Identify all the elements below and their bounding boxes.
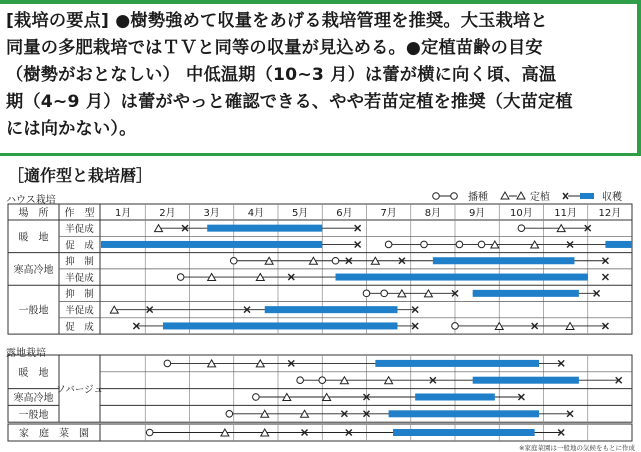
legend-plant-triangle <box>517 192 525 199</box>
sow-mark <box>456 241 463 248</box>
legend-plant-triangle <box>501 192 509 199</box>
type-label: 半促成 <box>65 272 94 284</box>
sow-mark <box>230 257 237 264</box>
sow-mark <box>363 290 370 297</box>
place-label: 寒高冷地 <box>13 264 54 276</box>
header-month: 5月 <box>291 208 309 219</box>
legend-harvest-x <box>563 193 568 199</box>
header-month: 3月 <box>203 208 220 219</box>
header-place: 場 所 <box>18 208 49 219</box>
place-label: 寒高冷地 <box>13 393 54 404</box>
sow-mark <box>319 377 326 384</box>
header-month: 10月 <box>510 208 533 219</box>
harvest-bar <box>163 322 398 329</box>
sow-mark <box>385 241 392 248</box>
harvest-bar <box>605 241 632 248</box>
house-cultivation-label: ハウス栽培 <box>6 195 56 206</box>
sow-mark <box>297 377 304 384</box>
harvest-bar <box>473 377 579 384</box>
legend-plant-label: 定植 <box>530 192 550 203</box>
type-label: 抑 制 <box>65 256 94 268</box>
header-month: 6月 <box>336 208 353 219</box>
legend-harvest-label: 収穫 <box>602 192 622 203</box>
intro-line: 期（4~9 月）は蕾がやっと確認できる、やや若苗定植を推奨（大苗定植 <box>6 92 573 112</box>
open-type-label: ソバージュ <box>56 384 103 396</box>
harvest-bar <box>375 360 539 367</box>
intro-line: [栽培の要点] ●樹勢強めて収量をあげる栽培管理を推奨。大玉栽培と <box>6 11 548 31</box>
type-label: 促 成 <box>65 240 94 252</box>
sow-mark <box>478 241 485 248</box>
type-label: 半促成 <box>65 305 94 317</box>
harvest-bar <box>207 225 322 232</box>
place-label: 暖 地 <box>18 367 49 379</box>
harvest-bar <box>389 410 539 417</box>
sow-mark <box>177 274 184 281</box>
place-label: 暖 地 <box>18 232 49 244</box>
legend-sow-circle <box>433 193 440 200</box>
place-label: 一般地 <box>18 305 49 317</box>
legend-harvest-bar <box>580 193 594 199</box>
kitchen-garden-label: 家 庭 菜 園 <box>19 428 89 440</box>
sow-mark <box>226 411 233 418</box>
header-month: 4月 <box>247 208 265 219</box>
intro-line: 同量の多肥栽培ではＴＶと同等の収量が見込める。●定植苗齢の目安 <box>6 38 543 58</box>
section-title: ［適作型と栽培暦］ <box>8 166 153 185</box>
sow-mark <box>421 241 428 248</box>
footnote: ※家庭菜園は一般地の気候をもとに作成 <box>519 444 635 452</box>
harvest-bar <box>336 274 588 281</box>
legend-sow-circle <box>451 193 458 200</box>
header-month: 1月 <box>114 208 132 219</box>
sow-mark <box>164 360 171 367</box>
header-month: 2月 <box>159 208 176 219</box>
type-label: 半促成 <box>65 224 94 235</box>
header-type: 作 型 <box>64 208 95 219</box>
sow-mark <box>253 394 260 401</box>
legend-sow-label: 播種 <box>468 192 488 203</box>
type-label: 促 成 <box>65 321 94 333</box>
header-month: 7月 <box>380 208 397 219</box>
header-month: 9月 <box>468 208 486 219</box>
harvest-bar <box>101 241 322 248</box>
type-label: 抑 制 <box>65 289 94 301</box>
harvest-bar <box>415 394 495 401</box>
sow-mark <box>146 429 153 436</box>
header-month: 11月 <box>554 208 577 219</box>
header-month: 8月 <box>424 208 442 219</box>
harvest-end-mark <box>602 274 608 280</box>
open-field-label: 露地栽培 <box>6 348 46 359</box>
intro-line: （樹勢がおとなしい） 中低温期（10~3 月）は蕾が横に向く頃、高温 <box>6 65 557 85</box>
header-month: 12月 <box>598 208 622 219</box>
sow-mark <box>518 225 525 232</box>
harvest-bar <box>393 429 535 436</box>
harvest-bar <box>473 290 579 297</box>
sow-mark <box>452 323 459 330</box>
place-label: 一般地 <box>18 409 49 421</box>
intro-line: には向かない）。 <box>6 119 137 139</box>
harvest-bar <box>265 306 398 313</box>
sow-mark <box>332 257 339 264</box>
harvest-bar <box>433 257 575 264</box>
sow-mark <box>381 290 388 297</box>
